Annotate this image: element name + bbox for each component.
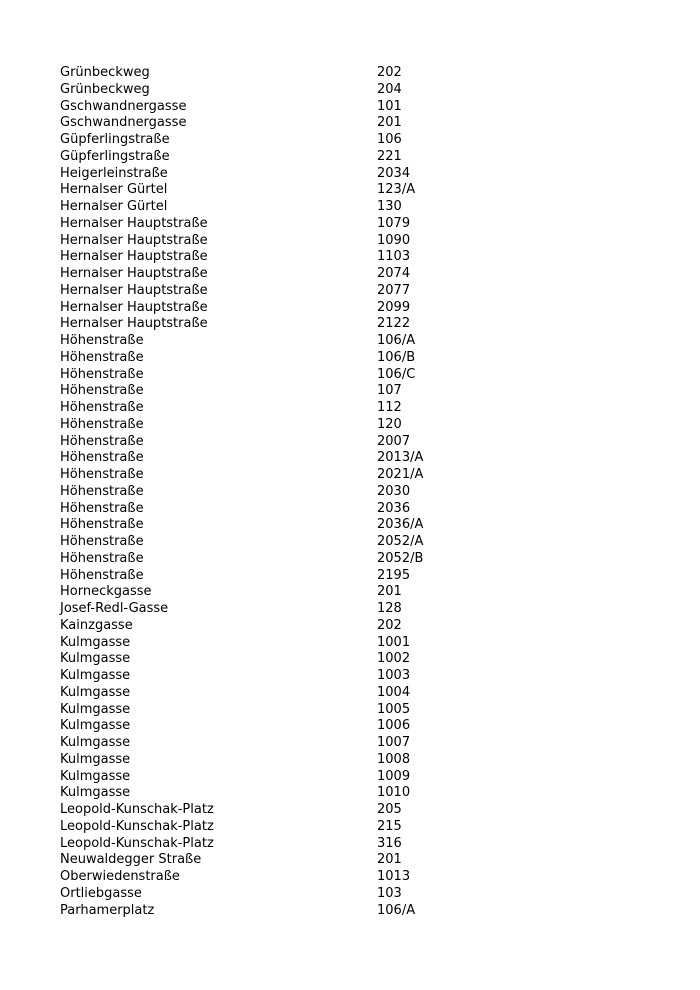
street-name: Parhamerplatz [60,902,155,918]
table-row [60,584,460,601]
table-row [60,65,460,82]
house-number: 1090 [377,232,411,248]
street-name: Kulmgasse [60,634,131,650]
house-number: 221 [377,148,402,164]
house-number: 2013/A [377,450,424,466]
house-number: 106/A [377,333,416,348]
house-number: 2052/A [377,534,424,549]
table-row [60,316,460,333]
table-row [60,450,460,467]
table-row [60,718,460,735]
table-row [60,367,460,384]
table-row [60,350,460,367]
table-row [60,182,460,199]
house-number: 1003 [377,668,411,683]
house-number: 1079 [377,215,411,231]
house-number: 1005 [377,701,411,717]
house-number: 107 [377,383,402,399]
table-row [60,601,460,618]
street-name: Höhenstraße [60,416,144,432]
street-name: Grünbeckweg [60,81,150,97]
house-number: 2030 [377,483,411,499]
house-number: 2034 [377,165,411,181]
street-name: Güpferlingstraße [60,148,170,164]
table-row [60,266,460,283]
house-number: 103 [377,885,402,901]
house-number: 1103 [377,249,411,265]
house-number: 1008 [377,751,411,767]
street-name: Hernalser Hauptstraße [60,282,208,298]
street-name: Höhenstraße [60,333,144,348]
house-number: 106/C [377,366,416,382]
street-name: Höhenstraße [60,433,144,449]
house-number: 201 [377,852,402,868]
address-table [60,65,460,919]
table-row [60,668,460,685]
street-name: Kulmgasse [60,751,131,767]
table-row [60,769,460,786]
table-row [60,82,460,99]
house-number: 120 [377,416,402,432]
house-number: 2074 [377,266,411,281]
house-number: 130 [377,199,402,214]
house-number: 205 [377,802,402,817]
house-number: 215 [377,818,402,834]
house-number: 112 [377,400,402,415]
table-row [60,685,460,702]
house-number: 1009 [377,768,411,784]
table-row [60,852,460,869]
street-name: Leopold-Kunschak-Platz [60,818,214,834]
table-row [60,651,460,668]
street-name: Höhenstraße [60,467,144,482]
street-name: Leopold-Kunschak-Platz [60,802,214,817]
house-number: 204 [377,81,402,97]
house-number: 2036/A [377,517,424,533]
house-number: 2099 [377,299,411,315]
street-name: Höhenstraße [60,450,144,466]
table-row [60,249,460,266]
table-row [60,333,460,350]
street-name: Hernalser Hauptstraße [60,215,208,231]
house-number: 106/A [377,902,416,918]
table-row [60,886,460,903]
street-name: Kulmgasse [60,684,131,700]
table-row [60,785,460,802]
table-row [60,568,460,585]
table-row [60,501,460,518]
table-row [60,400,460,417]
street-name: Kulmgasse [60,701,131,717]
house-number: 1002 [377,651,411,667]
street-name: Höhenstraße [60,483,144,499]
house-number: 2021/A [377,467,424,482]
street-name: Kulmgasse [60,768,131,784]
street-name: Josef-Redl-Gasse [60,601,169,616]
street-name: Neuwaldegger Straße [60,852,202,868]
house-number: 2195 [377,567,411,583]
street-name: Hernalser Hauptstraße [60,249,208,265]
street-name: Höhenstraße [60,567,144,583]
table-row [60,735,460,752]
house-number: 1007 [377,735,411,750]
house-number: 2007 [377,433,411,449]
table-row [60,702,460,719]
table-row [60,534,460,551]
house-number: 106/B [377,349,416,365]
house-number: 1010 [377,785,411,801]
house-number: 202 [377,617,402,633]
house-number: 201 [377,115,402,131]
street-name: Kulmgasse [60,668,131,683]
house-number: 2052/B [377,550,424,566]
house-number: 2122 [377,316,411,332]
street-name: Höhenstraße [60,534,144,549]
house-number: 1001 [377,634,411,650]
street-name: Ortliebgasse [60,885,142,901]
street-name: Leopold-Kunschak-Platz [60,835,214,851]
street-name: Höhenstraße [60,400,144,415]
street-name: Horneckgasse [60,584,152,600]
house-number: 1006 [377,718,411,734]
street-name: Hernalser Gürtel [60,182,168,198]
street-name: Hernalser Hauptstraße [60,232,208,248]
house-number: 128 [377,601,402,616]
house-number: 101 [377,98,402,114]
house-number: 123/A [377,182,416,198]
house-number: 1004 [377,684,411,700]
house-number: 1013 [377,869,411,884]
table-row [60,115,460,132]
table-row [60,551,460,568]
street-name: Kainzgasse [60,617,133,633]
street-name: Kulmgasse [60,785,131,801]
street-name: Kulmgasse [60,651,131,667]
street-name: Höhenstraße [60,349,144,365]
table-row [60,869,460,886]
table-row [60,166,460,183]
table-row [60,383,460,400]
street-name: Gschwandnergasse [60,98,187,114]
table-row [60,467,460,484]
street-name: Gschwandnergasse [60,115,187,131]
table-row [60,517,460,534]
house-number: 2077 [377,282,411,298]
table-row [60,99,460,116]
house-number: 2036 [377,500,411,516]
table-row [60,417,460,434]
street-name: Güpferlingstraße [60,132,170,147]
street-name: Höhenstraße [60,517,144,533]
table-row [60,149,460,166]
house-number: 316 [377,835,402,851]
street-name: Grünbeckweg [60,65,150,80]
table-row [60,903,460,920]
house-number: 201 [377,584,402,600]
street-name: Hernalser Hauptstraße [60,299,208,315]
table-row [60,199,460,216]
table-row [60,300,460,317]
table-row [60,132,460,149]
street-name: Höhenstraße [60,550,144,566]
table-row [60,283,460,300]
street-name: Kulmgasse [60,718,131,734]
table-row [60,752,460,769]
table-row [60,618,460,635]
street-name: Höhenstraße [60,366,144,382]
house-number: 202 [377,65,402,80]
table-row [60,819,460,836]
table-row [60,802,460,819]
table-row [60,233,460,250]
table-row [60,836,460,853]
street-name: Höhenstraße [60,383,144,399]
street-name: Oberwiedenstraße [60,869,180,884]
table-row [60,216,460,233]
house-number: 106 [377,132,402,147]
street-name: Hernalser Hauptstraße [60,266,208,281]
street-name: Höhenstraße [60,500,144,516]
table-row [60,635,460,652]
table-row [60,484,460,501]
street-name: Hernalser Hauptstraße [60,316,208,332]
street-name: Kulmgasse [60,735,131,750]
street-name: Hernalser Gürtel [60,199,168,214]
street-name: Heigerleinstraße [60,165,168,181]
table-row [60,434,460,451]
